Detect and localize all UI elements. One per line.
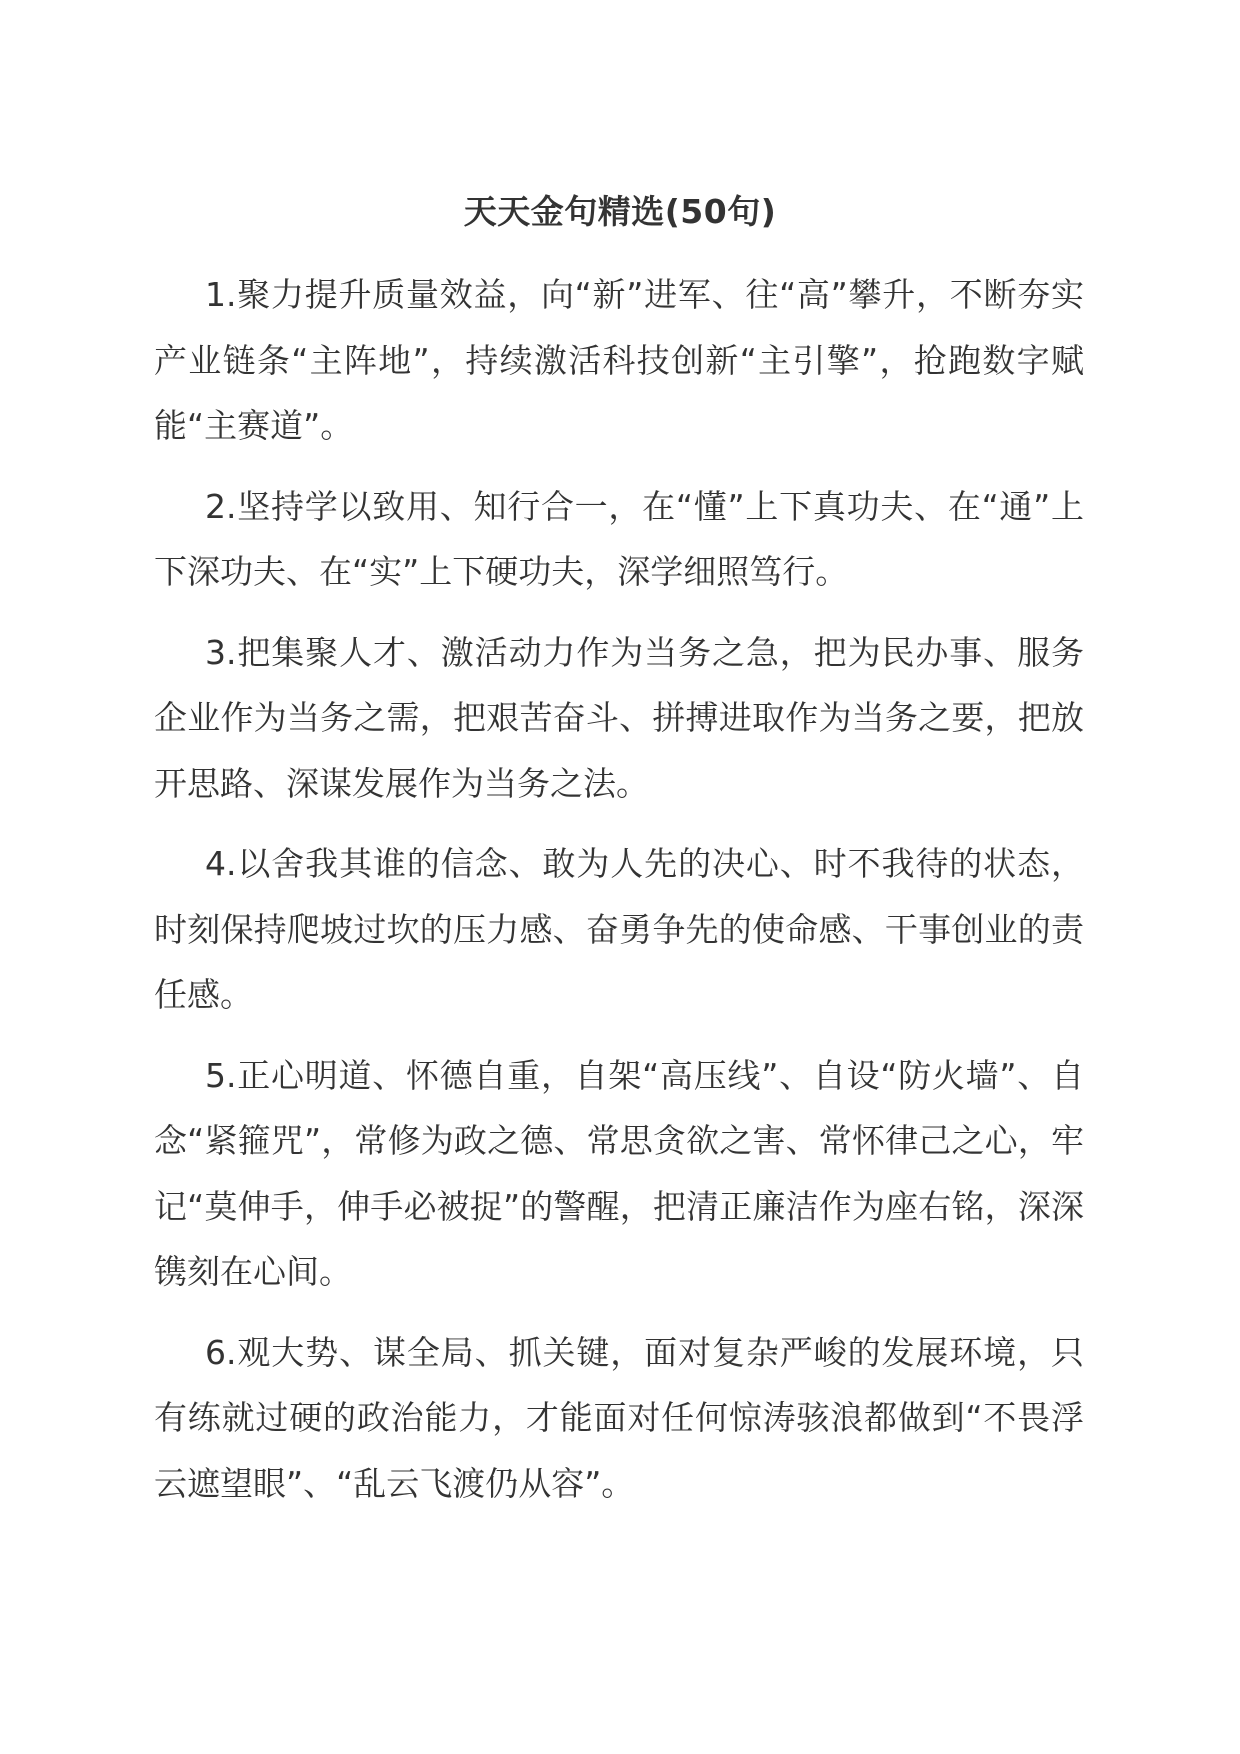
paragraph-3: 3.把集聚人才、激活动力作为当务之急，把为民办事、服务企业作为当务之需，把艰苦奋斗、拼搏进取作为当务之要，把放开思路、深谋发展作为当务之法。 (154, 632, 1084, 803)
document-title: 天天金句精选(50句) (463, 192, 777, 231)
paragraph-2: 2.坚持学以致用、知行合一，在“懂”上下真功夫、在“通”上下深功夫、在“实”上下硬功夫，深学细照笃行。 (154, 486, 1084, 591)
document-body (154, 262, 1084, 1531)
paragraph-5: 5.正心明道、怀德自重，自架“高压线”、自设“防火墙”、自念“紧箍咒”，常修为政之德、常思贪欲之害、常怀律己之心，牢记“莫伸手，伸手必被捉”的警醒，把清正廉洁作为座右铭，深深镌刻在心间。 (154, 1055, 1084, 1291)
paragraph-4: 4.以舍我其谁的信念、敢为人先的决心、时不我待的状态，时刻保持爬坡过坎的压力感、奋勇争先的使命感、干事创业的责任感。 (154, 844, 1084, 1014)
paragraph-6: 6.观大势、谋全局、抓关键，面对复杂严峻的发展环境，只有练就过硬的政治能力，才能面对任何惊涛骇浪都做到“不畏浮云遮望眼”、“乱云飞渡仍从容”。 (154, 1332, 1084, 1503)
paragraph-1: 1.聚力提升质量效益，向“新”进军、往“高”攀升，不断夯实产业链条“主阵地”，持续激活科技创新“主引擎”，抢跑数字赋能“主赛道”。 (154, 275, 1084, 445)
